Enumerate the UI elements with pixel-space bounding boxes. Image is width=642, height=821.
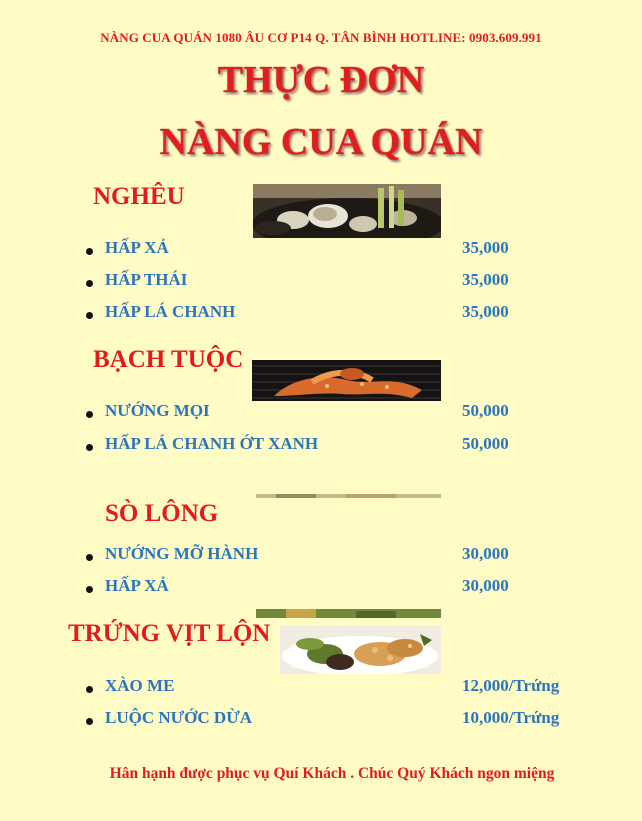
- item-price: 35,000: [462, 270, 509, 289]
- cockles-photo: [256, 494, 441, 498]
- bullet-icon: [86, 686, 93, 693]
- clams-photo: [253, 184, 441, 238]
- list-item: [0, 401, 642, 425]
- section-title-balut: TRỨNG VỊT LỘN: [68, 620, 271, 647]
- bullet-icon: [86, 312, 93, 319]
- garnish-strip-photo: [256, 609, 441, 618]
- item-name: LUỘC NƯỚC DỪA: [105, 708, 253, 727]
- section-title-octopus: BẠCH TUỘC: [93, 346, 244, 373]
- item-price: 30,000: [462, 544, 509, 563]
- bullet-icon: [86, 248, 93, 255]
- item-name: NƯỚNG MỌI: [105, 401, 210, 420]
- bullet-icon: [86, 554, 93, 561]
- footer-greeting: Hân hạnh được phục vụ Quí Khách . Chúc Quý Khách ngon miệng: [109, 765, 555, 782]
- item-price: 35,000: [462, 302, 509, 321]
- address-hotline: NÀNG CUA QUÁN 1080 ÂU CƠ P14 Q. TÂN BÌNH HOTLINE: 0903.609.991: [100, 30, 542, 45]
- bullet-icon: [86, 586, 93, 593]
- menu-title: THỰC ĐƠN: [217, 59, 425, 101]
- list-item: [0, 302, 642, 326]
- item-price: 30,000: [462, 576, 509, 595]
- item-price: 35,000: [462, 238, 509, 257]
- list-item: [0, 270, 642, 294]
- list-item: [0, 676, 642, 700]
- restaurant-name: NÀNG CUA QUÁN: [159, 121, 483, 163]
- item-price: 12,000/Trứng: [462, 676, 560, 695]
- balut-photo: [280, 626, 441, 674]
- item-name: HẤP XẢ: [105, 576, 169, 595]
- bullet-icon: [86, 280, 93, 287]
- item-price: 10,000/Trứng: [462, 708, 560, 727]
- item-name: NƯỚNG MỠ HÀNH: [105, 544, 259, 563]
- item-name: XÀO ME: [105, 676, 175, 695]
- bullet-icon: [86, 411, 93, 418]
- list-item: [0, 434, 642, 458]
- item-price: 50,000: [462, 401, 509, 420]
- octopus-photo: [252, 360, 441, 401]
- item-price: 50,000: [462, 434, 509, 453]
- item-name: HẤP LÁ CHANH: [105, 302, 236, 321]
- list-item: [0, 238, 642, 262]
- item-name: HẤP THÁI: [105, 270, 188, 289]
- item-name: HẤP XẢ: [105, 238, 169, 257]
- item-name: HẤP LÁ CHANH ỚT XANH: [105, 434, 319, 453]
- bullet-icon: [86, 444, 93, 451]
- list-item: [0, 544, 642, 568]
- list-item: [0, 576, 642, 600]
- section-title-clams: NGHÊU: [93, 183, 185, 210]
- list-item: [0, 708, 642, 732]
- bullet-icon: [86, 718, 93, 725]
- section-title-cockles: SÒ LÔNG: [105, 500, 219, 527]
